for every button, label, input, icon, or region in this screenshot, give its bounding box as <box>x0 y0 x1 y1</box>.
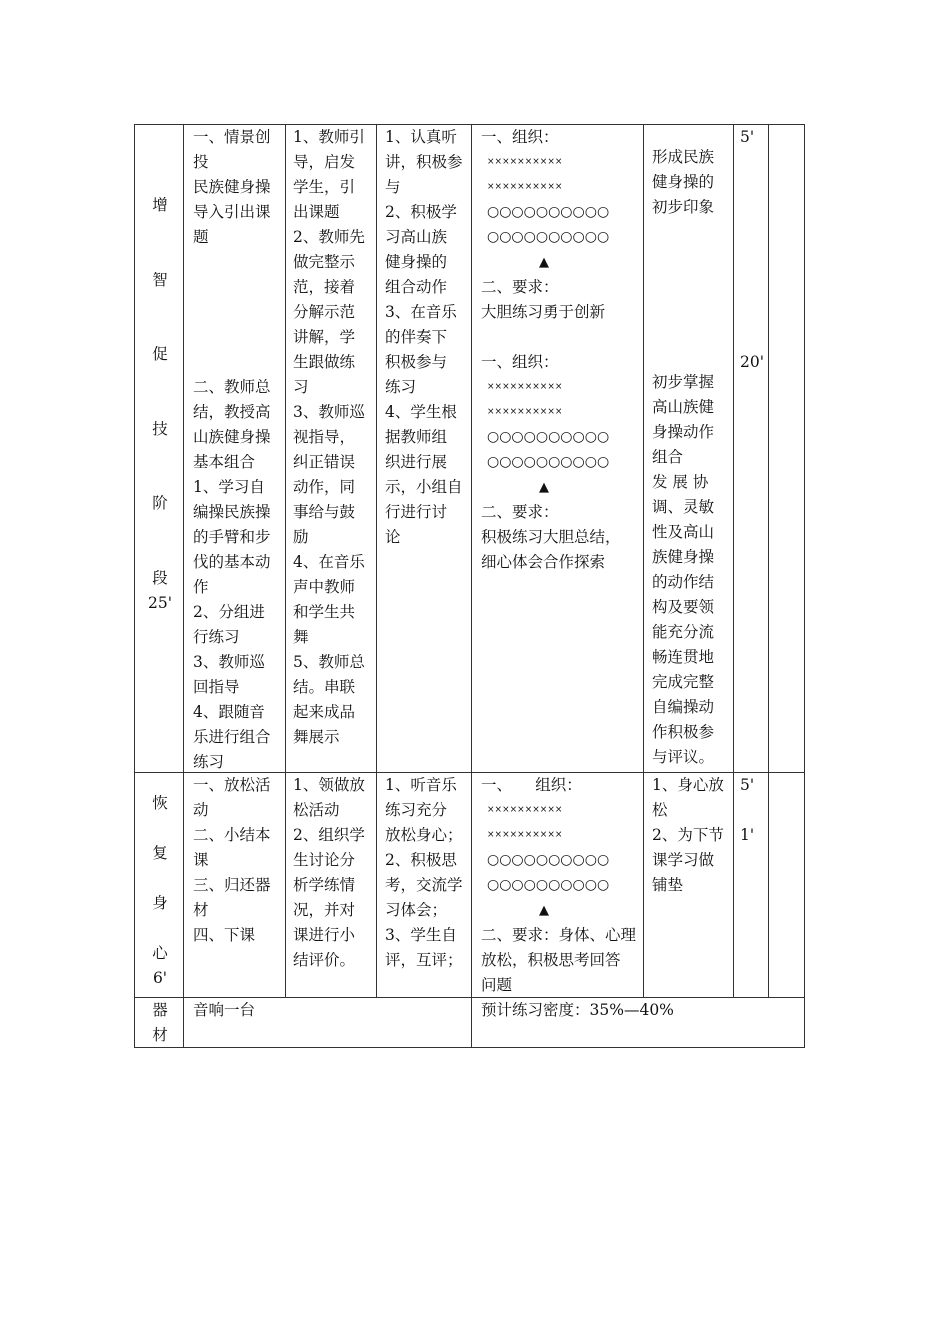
equipment-value: 音响一台 <box>193 1001 256 1019</box>
cell-line: 5' <box>740 128 755 146</box>
cell-line: 与 <box>385 178 401 196</box>
cell-line: 四、下课 <box>193 926 256 944</box>
cell-line: 行进行讨 <box>385 503 448 521</box>
cell-line: 一、放松活 <box>193 776 271 794</box>
cell-line <box>652 270 732 295</box>
cell-line: 1、身心放 <box>652 776 724 794</box>
column-divider <box>285 124 286 998</box>
cell-line: 初步掌握 <box>652 373 715 391</box>
cell-line: 结，教授高 <box>193 403 271 421</box>
cell-line: 2、为下节 <box>652 826 724 844</box>
cell-line: 1、教师引 <box>293 128 365 146</box>
cell-line <box>740 225 768 250</box>
formation-cross-row: ×××××××××× <box>487 805 563 815</box>
cell-line: 舞 <box>293 628 309 646</box>
cell-line: 3、在音乐 <box>385 303 457 321</box>
cell-line: 和学生共 <box>293 603 356 621</box>
cell-line: 况，并对 <box>293 901 356 919</box>
cell-line: 发 展 协 <box>652 473 709 491</box>
cell-line: 调、灵敏 <box>652 498 715 516</box>
org-text-line: 一、 组织： <box>481 776 582 794</box>
row2-student-cell <box>385 773 469 973</box>
row2-teacher-cell <box>293 773 373 973</box>
cell-line: 据教师组 <box>385 428 448 446</box>
cell-line: 20' <box>740 353 764 371</box>
cell-line: 组合 <box>652 448 684 466</box>
cell-line: 行练习 <box>193 628 240 646</box>
cell-line: 族健身操 <box>652 548 715 566</box>
cell-line: 课进行小 <box>293 926 356 944</box>
cell-line: 1、学习自 <box>193 478 265 496</box>
row1-student-cell <box>385 125 469 550</box>
cell-line: 伐的基本动 <box>193 553 271 571</box>
formation-circle-row: ○○○○○○○○○○ <box>487 852 610 868</box>
row1-time-cell <box>740 125 768 375</box>
org-text-line: 大胆练习勇于创新 <box>481 303 606 321</box>
table-border-bottom <box>134 1047 805 1048</box>
row1-teacher-cell <box>293 125 373 750</box>
cell-line: 课学习做 <box>652 851 715 869</box>
cell-line: 析学练情 <box>293 876 356 894</box>
cell-line: 讲解，学 <box>293 328 356 346</box>
cell-line: 纠正错误 <box>293 453 356 471</box>
table-border-right <box>804 124 805 1048</box>
cell-line: 2、组织学 <box>293 826 365 844</box>
cell-line: 形成民族 <box>652 148 715 166</box>
cell-line <box>740 325 768 350</box>
formation-cross-row: ×××××××××× <box>487 830 563 840</box>
formation-cross-row: ×××××××××× <box>487 382 563 392</box>
cell-line: 评，互评； <box>385 951 463 969</box>
org-text-line: 一、组织： <box>481 128 559 146</box>
org-text-line: 放松，积极思考回答 <box>481 951 621 969</box>
cell-line: 织进行展 <box>385 453 448 471</box>
cell-line: 编操民族操 <box>193 503 271 521</box>
cell-line: 2、积极思 <box>385 851 457 869</box>
row1-goal-cell <box>652 145 732 770</box>
org-text-line: 积极练习大胆总结， <box>481 528 621 546</box>
cell-line: 动作，同 <box>293 478 356 496</box>
cell-line <box>740 250 768 275</box>
cell-line: 的动作结 <box>652 573 715 591</box>
cell-line <box>740 150 768 175</box>
cell-line: 练习 <box>193 753 225 771</box>
cell-line: 一、情景创 <box>193 128 271 146</box>
column-divider <box>733 124 734 998</box>
cell-line: 结评价。 <box>293 951 356 969</box>
formation-cross-row: ×××××××××× <box>487 157 563 167</box>
stage-char: 增 <box>152 196 168 214</box>
cell-line: 1、认真听 <box>385 128 457 146</box>
org-text-line: 二、要求： <box>481 503 559 521</box>
cell-line <box>193 350 281 375</box>
cell-line <box>193 250 281 275</box>
cell-line: 1、领做放 <box>293 776 365 794</box>
formation-circle-row: ○○○○○○○○○○ <box>487 454 610 470</box>
cell-line <box>740 275 768 300</box>
cell-line <box>193 300 281 325</box>
cell-line: 5、教师总 <box>293 653 365 671</box>
cell-line: 做完整示 <box>293 253 356 271</box>
cell-line: 基本组合 <box>193 453 256 471</box>
cell-line: 考，交流学 <box>385 876 463 894</box>
cell-line: 二、教师总 <box>193 378 271 396</box>
cell-line: 积极参与 <box>385 353 448 371</box>
cell-line <box>652 320 732 345</box>
stage-char: 促 <box>152 345 168 363</box>
formation-cross-row: ×××××××××× <box>487 182 563 192</box>
row1-organization-cell <box>481 125 641 575</box>
cell-line: 声中教师 <box>293 578 356 596</box>
stage-char: 心 <box>152 944 168 962</box>
cell-line: 山族健身操 <box>193 428 271 446</box>
cell-line: 习 <box>293 378 309 396</box>
cell-line: 2、积极学 <box>385 203 457 221</box>
cell-line: 习体会； <box>385 901 448 919</box>
cell-line: 1' <box>740 826 755 844</box>
practice-density: 预计练习密度：35%—40% <box>481 1001 674 1019</box>
stage-char: 阶 <box>152 494 168 512</box>
cell-line: 自编操动 <box>652 698 715 716</box>
row2-time-cell <box>740 773 768 848</box>
teacher-position-marker: ▲ <box>539 255 549 270</box>
cell-line: 示，小组自 <box>385 478 463 496</box>
stage-char: 器 <box>152 1001 168 1019</box>
cell-line: 性及高山 <box>652 523 715 541</box>
cell-line: 3、教师巡 <box>293 403 365 421</box>
cell-line: 身操动作 <box>652 423 715 441</box>
org-text-line: 二、要求：身体、心理 <box>481 926 637 944</box>
stage-char: 技 <box>152 419 168 438</box>
cell-line: 健身操的 <box>385 253 448 271</box>
cell-line: 材 <box>193 901 209 919</box>
cell-line: 课 <box>193 851 209 869</box>
teacher-position-marker: ▲ <box>539 480 549 495</box>
cell-line: 投 <box>193 153 209 171</box>
org-text-line <box>481 325 641 350</box>
table-border-left <box>134 124 135 1048</box>
row2-content-cell <box>193 773 281 948</box>
cell-line <box>740 200 768 225</box>
cell-line <box>652 345 732 370</box>
formation-circle-row: ○○○○○○○○○○ <box>487 229 610 245</box>
formation-cross-row: ×××××××××× <box>487 407 563 417</box>
cell-line: 三、归还器 <box>193 876 271 894</box>
stage-char: 复 <box>152 844 168 862</box>
row2-goal-cell <box>652 773 732 898</box>
cell-line <box>652 220 732 245</box>
formation-circle-row: ○○○○○○○○○○ <box>487 204 610 220</box>
stage-time: 6' <box>152 969 168 987</box>
cell-line: 3、教师巡 <box>193 653 265 671</box>
cell-line: 5' <box>740 776 755 794</box>
cell-line: 二、小结本 <box>193 826 271 844</box>
cell-line: 动 <box>193 801 209 819</box>
cell-line <box>193 275 281 300</box>
cell-line <box>652 245 732 270</box>
stage-char: 恢 <box>152 794 168 812</box>
cell-line: 励 <box>293 528 309 546</box>
cell-line: 民族健身操 <box>193 178 271 196</box>
org-text-line: 二、要求： <box>481 278 559 296</box>
cell-line: 乐进行组合 <box>193 728 271 746</box>
cell-line: 松 <box>652 801 668 819</box>
cell-line: 学生，引 <box>293 178 356 196</box>
cell-line: 论 <box>385 528 401 546</box>
cell-line: 题 <box>193 228 209 246</box>
column-divider <box>768 124 769 998</box>
cell-line: 练习充分 <box>385 801 448 819</box>
cell-line: 能充分流 <box>652 623 715 641</box>
column-divider <box>643 124 644 998</box>
cell-line: 3、学生自 <box>385 926 457 944</box>
stage-char: 段 <box>152 568 168 587</box>
cell-line: 导，启发 <box>293 153 356 171</box>
org-text-line: 细心体会合作探索 <box>481 553 606 571</box>
cell-line: 讲，积极参 <box>385 153 463 171</box>
cell-line: 铺垫 <box>652 876 684 894</box>
stage-char: 智 <box>152 270 168 289</box>
teacher-position-marker: ▲ <box>539 903 549 918</box>
column-divider <box>471 124 472 1048</box>
cell-line: 练习 <box>385 378 417 396</box>
cell-line: 4、学生根 <box>385 403 457 421</box>
cell-line: 事给与鼓 <box>293 503 356 521</box>
cell-line: 的伴奏下 <box>385 328 448 346</box>
cell-line: 与评议。 <box>652 748 715 766</box>
stage-time: 25' <box>148 593 172 612</box>
cell-line <box>740 300 768 325</box>
cell-line: 结。串联 <box>293 678 356 696</box>
cell-line: 范，接着 <box>293 278 356 296</box>
cell-line: 初步印象 <box>652 198 715 216</box>
cell-line <box>740 175 768 200</box>
stage-label-2 <box>136 0 184 987</box>
cell-line: 2、教师先 <box>293 228 365 246</box>
cell-line <box>193 325 281 350</box>
org-text-line: 一、组织： <box>481 353 559 371</box>
cell-line: 出课题 <box>293 203 340 221</box>
cell-line: 作 <box>193 578 209 596</box>
column-divider <box>376 124 377 998</box>
org-text-line: 问题 <box>481 976 513 994</box>
stage-char: 身 <box>152 894 168 912</box>
cell-line: 高山族健 <box>652 398 715 416</box>
cell-line: 松活动 <box>293 801 340 819</box>
cell-line: 作积极参 <box>652 723 715 741</box>
row2-organization-cell <box>481 773 641 998</box>
cell-line: 生跟做练 <box>293 353 356 371</box>
cell-line <box>740 798 768 823</box>
cell-line: 组合动作 <box>385 278 448 296</box>
cell-line <box>652 295 732 320</box>
cell-line: 生讨论分 <box>293 851 356 869</box>
cell-line: 1、听音乐 <box>385 776 457 794</box>
cell-line: 健身操的 <box>652 173 715 191</box>
cell-line: 完成完整 <box>652 673 715 691</box>
cell-line: 构及要领 <box>652 598 715 616</box>
cell-line: 舞展示 <box>293 728 340 746</box>
stage-char: 材 <box>152 1026 168 1044</box>
cell-line: 习高山族 <box>385 228 448 246</box>
cell-line: 起来成品 <box>293 703 356 721</box>
cell-line: 视指导， <box>293 428 356 446</box>
cell-line: 畅连贯地 <box>652 648 715 666</box>
row1-content-cell <box>193 125 281 775</box>
cell-line: 的手臂和步 <box>193 528 271 546</box>
cell-line: 4、跟随音 <box>193 703 265 721</box>
cell-line: 导入引出课 <box>193 203 271 221</box>
cell-line: 分解示范 <box>293 303 356 321</box>
formation-circle-row: ○○○○○○○○○○ <box>487 429 610 445</box>
cell-line: 回指导 <box>193 678 240 696</box>
cell-line: 放松身心； <box>385 826 463 844</box>
cell-line: 4、在音乐 <box>293 553 365 571</box>
cell-line: 2、分组进 <box>193 603 265 621</box>
formation-circle-row: ○○○○○○○○○○ <box>487 877 610 893</box>
